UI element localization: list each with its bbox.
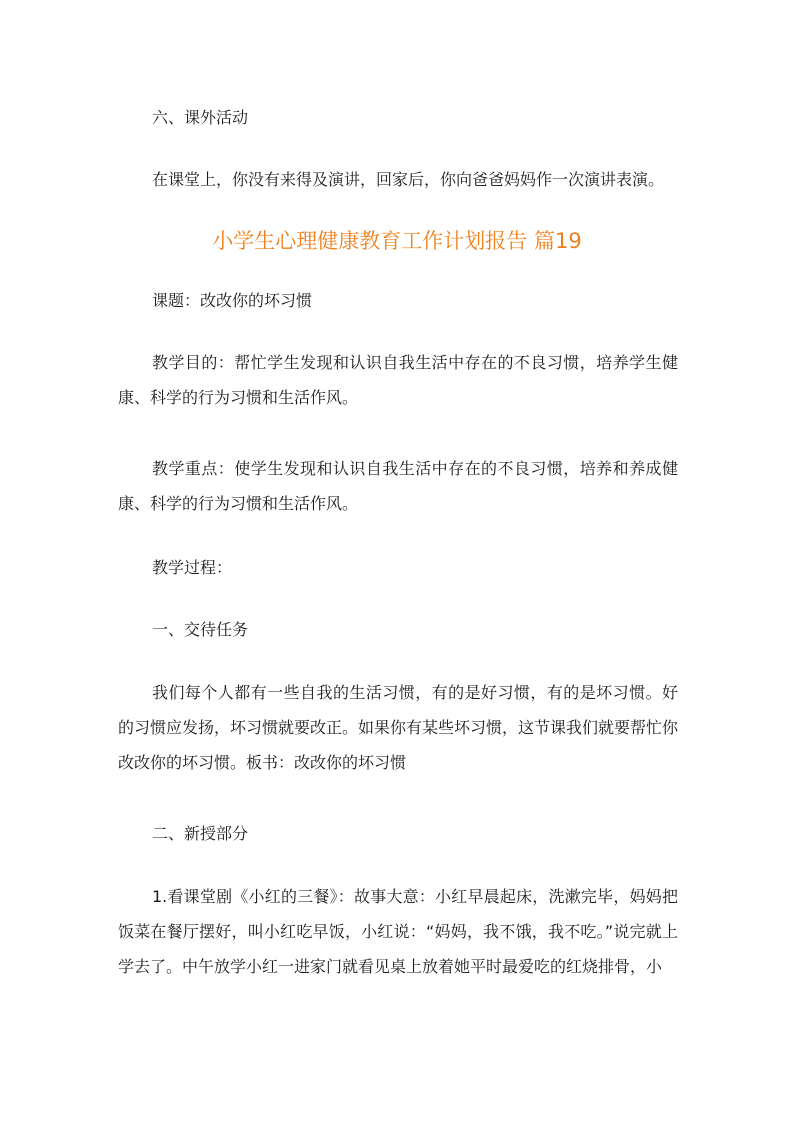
- part2-paragraph: 1.看课堂剧《小红的三餐》：故事大意：小红早晨起床，洗漱完毕，妈妈把饭菜在餐厅摆好，叫小红吃早饭，小红说：“妈妈，我不饿，我不吃。”说完就上学去了。中午放学小红一进家门就看见桌上放着她平时最爱吃的红烧排骨，小: [118, 887, 678, 976]
- part1-paragraph: 我们每个人都有一些自我的生活习惯，有的是好习惯，有的是坏习惯。好的习惯应发扬，坏习惯就要改正。如果你有某些坏习惯，这节课我们就要帮忙你改改你的坏习惯。板书：改改你的坏习惯: [118, 683, 679, 772]
- teaching-process-label: 教学过程：: [152, 558, 233, 577]
- extracurricular-text: 在课堂上，你没有来得及演讲，回家后，你向爸爸妈妈作一次演讲表演。: [152, 170, 665, 189]
- teaching-goal-paragraph: 教学目的：帮忙学生发现和认识自我生活中存在的不良习惯，培养学生健康、科学的行为习惯和生活作风。: [118, 353, 678, 407]
- lesson-topic: 课题：改改你的坏习惯: [152, 291, 313, 310]
- section-heading-extracurricular: 六、课外活动: [152, 108, 249, 127]
- article-title: 小学生心理健康教育工作计划报告 篇19: [212, 229, 582, 253]
- teaching-focus-paragraph: 教学重点：使学生发现和认识自我生活中存在的不良习惯，培养和养成健康、科学的行为习惯和生活作风。: [118, 459, 678, 513]
- part2-heading: 二、新授部分: [152, 824, 249, 843]
- part1-heading: 一、交待任务: [152, 620, 249, 639]
